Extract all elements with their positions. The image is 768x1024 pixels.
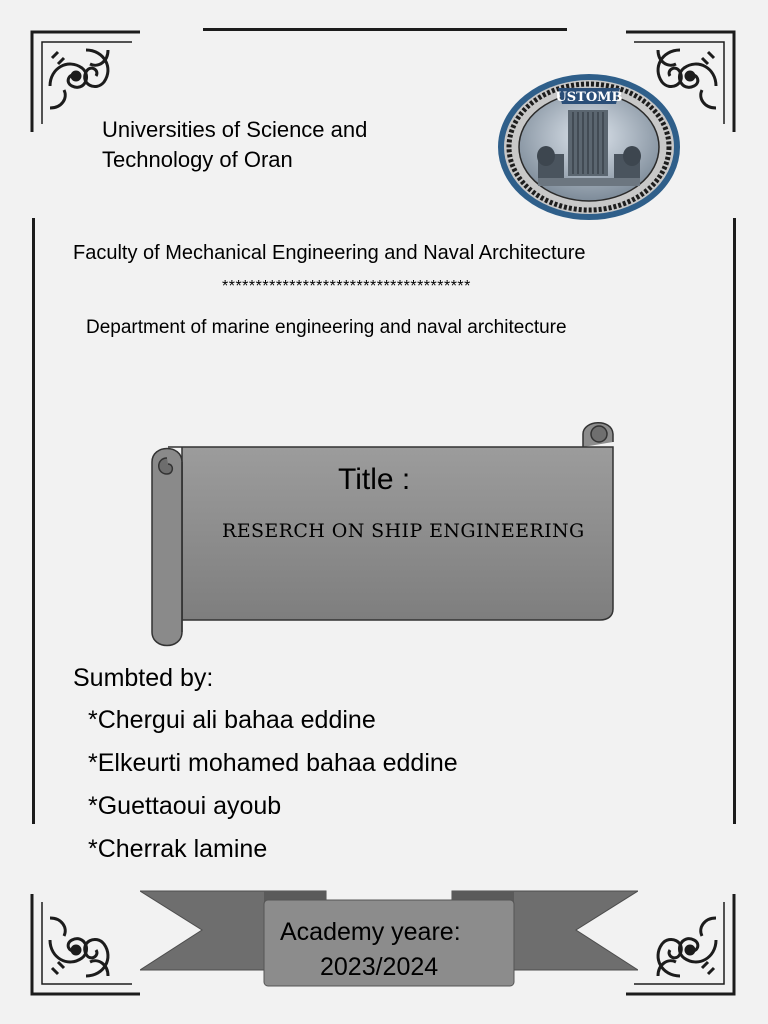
- author-name: *Chergui ali bahaa eddine: [88, 706, 376, 734]
- submitted-by-label: Sumbted by:: [73, 664, 214, 692]
- frame-right-line: [733, 218, 736, 824]
- author-name: *Cherrak lamine: [88, 835, 268, 863]
- author-name: *Elkeurti mohamed bahaa eddine: [88, 749, 458, 777]
- frame-top-line: [203, 28, 567, 31]
- academic-year-value: 2023/2024: [320, 953, 439, 981]
- corner-ornament-bottom-right: [626, 894, 738, 998]
- department-name: Department of marine engineering and naval architecture: [86, 317, 567, 338]
- title-text: RESERCH ON SHIP ENGINEERING: [222, 520, 585, 542]
- university-name-line2: Technology of Oran: [102, 147, 293, 172]
- academic-year-label: Academy yeare:: [280, 918, 461, 946]
- title-label: Title :: [338, 463, 411, 496]
- faculty-name: Faculty of Mechanical Engineering and Naval Architecture: [73, 242, 586, 264]
- university-seal: [498, 74, 680, 220]
- author-name: *Guettaoui ayoub: [88, 792, 282, 820]
- university-name-line1: Universities of Science and: [102, 117, 368, 142]
- frame-left-line: [32, 218, 35, 824]
- seal-abbreviation: USTOMB: [555, 90, 623, 105]
- separator-stars: *************************************: [222, 278, 471, 295]
- corner-ornament-bottom-left: [28, 894, 140, 998]
